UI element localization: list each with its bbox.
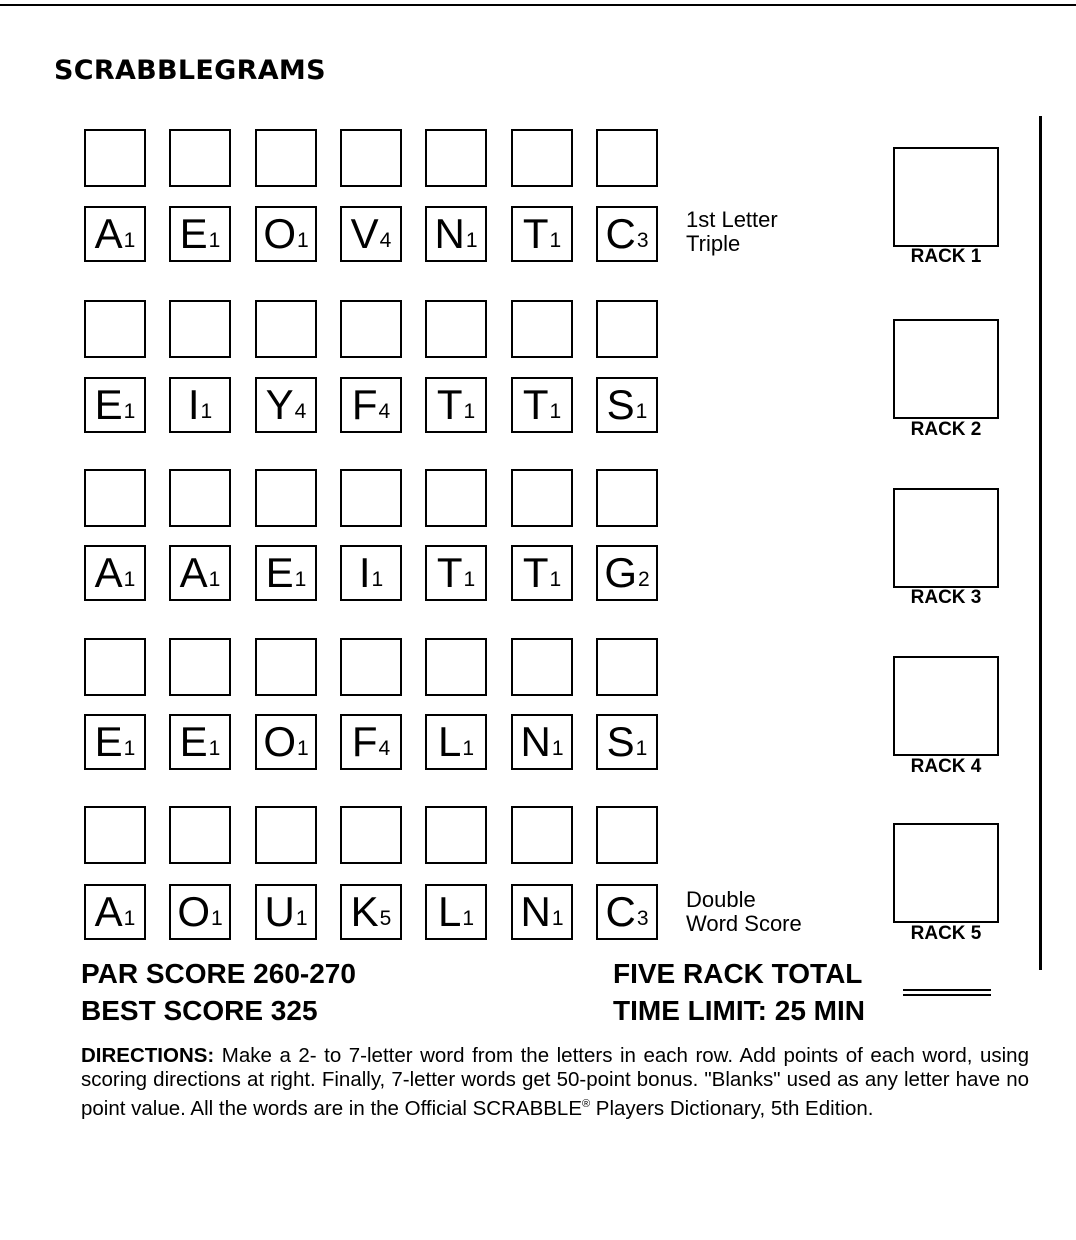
answer-box[interactable] xyxy=(84,638,146,696)
letter-tile xyxy=(425,377,487,433)
letter-tile xyxy=(596,884,658,940)
tile-points: 5 xyxy=(379,907,392,930)
tile-letter: F xyxy=(351,718,378,765)
tile-points: 4 xyxy=(378,737,391,760)
letter-tile xyxy=(340,206,402,262)
answer-box[interactable] xyxy=(255,129,317,187)
tile-points: 1 xyxy=(296,229,309,252)
directions-text-end: Players Dictionary, 5th Edition. xyxy=(590,1096,874,1120)
answer-box[interactable] xyxy=(596,806,658,864)
five-rack-total-line xyxy=(903,989,991,991)
letter-tile xyxy=(255,377,317,433)
answer-box[interactable] xyxy=(255,638,317,696)
letter-tile xyxy=(596,545,658,601)
tile-points: 2 xyxy=(637,568,650,591)
answer-box[interactable] xyxy=(169,638,231,696)
bonus-note-line: Triple xyxy=(686,231,741,256)
directions xyxy=(81,1044,1029,1121)
par-score: PAR SCORE 260-270 xyxy=(81,958,356,989)
tile-points: 1 xyxy=(123,229,136,252)
rack-label: RACK 5 xyxy=(910,923,982,944)
tile-letter: A xyxy=(94,210,123,257)
tile-letter: S xyxy=(606,718,635,765)
answer-box[interactable] xyxy=(425,469,487,527)
letter-tile xyxy=(511,884,573,940)
letter-tile xyxy=(84,714,146,770)
letter-tile xyxy=(340,545,402,601)
letter-tile xyxy=(511,377,573,433)
five-rack-total-label: FIVE RACK TOTAL xyxy=(613,958,863,989)
answer-box[interactable] xyxy=(340,469,402,527)
tile-points: 1 xyxy=(465,229,478,252)
letter-tile xyxy=(255,206,317,262)
answer-box[interactable] xyxy=(511,469,573,527)
answer-box[interactable] xyxy=(255,469,317,527)
tile-points: 1 xyxy=(635,737,648,760)
letter-tile xyxy=(596,377,658,433)
tile-letter: A xyxy=(94,888,123,935)
tile-letter: U xyxy=(264,888,295,935)
tile-letter: I xyxy=(358,549,371,596)
tile-points: 1 xyxy=(462,737,475,760)
tile-letter: G xyxy=(604,549,637,596)
answer-box[interactable] xyxy=(340,806,402,864)
tile-letter: T xyxy=(522,381,549,428)
answer-box[interactable] xyxy=(169,129,231,187)
letter-tile xyxy=(169,714,231,770)
tile-points: 1 xyxy=(371,568,384,591)
tile-points: 1 xyxy=(123,737,136,760)
tile-letter: T xyxy=(436,549,463,596)
tile-letter: O xyxy=(263,210,296,257)
letter-tile xyxy=(84,377,146,433)
rack-score-box[interactable] xyxy=(893,823,999,923)
tile-letter: T xyxy=(436,381,463,428)
letter-tile xyxy=(596,714,658,770)
tile-letter: C xyxy=(605,210,636,257)
rack-score-box[interactable] xyxy=(893,319,999,419)
letter-tile xyxy=(255,884,317,940)
tile-points: 1 xyxy=(296,737,309,760)
answer-box[interactable] xyxy=(84,129,146,187)
letter-tile xyxy=(255,714,317,770)
tile-letter: E xyxy=(94,718,123,765)
tile-letter: N xyxy=(520,888,551,935)
tile-points: 1 xyxy=(123,568,136,591)
tile-letter: S xyxy=(606,381,635,428)
tile-letter: C xyxy=(605,888,636,935)
tile-letter: O xyxy=(177,888,210,935)
tile-letter: E xyxy=(179,210,208,257)
letter-tile xyxy=(255,545,317,601)
directions-text: Make a 2- to 7-letter word from the letters in each row. Add points of each word, using scoring directions at right. Finally, 7-letter words get 50-point bonus. "Blanks" used as any letter have no point value. All the words are in the Official SCRABBLE xyxy=(81,1044,1029,1120)
tile-points: 1 xyxy=(551,907,564,930)
tile-letter: V xyxy=(350,210,379,257)
tile-letter: T xyxy=(522,210,549,257)
tile-letter: N xyxy=(434,210,465,257)
tile-points: 1 xyxy=(200,400,213,423)
answer-box[interactable] xyxy=(596,638,658,696)
answer-box[interactable] xyxy=(84,300,146,358)
letter-tile xyxy=(84,884,146,940)
tile-points: 1 xyxy=(549,400,562,423)
answer-box[interactable] xyxy=(511,300,573,358)
tile-points: 1 xyxy=(295,907,308,930)
puzzle-title: SCRABBLEGRAMS xyxy=(54,55,326,86)
answer-box[interactable] xyxy=(169,469,231,527)
right-divider xyxy=(1039,116,1042,970)
answer-box[interactable] xyxy=(340,638,402,696)
rack-label: RACK 3 xyxy=(910,587,982,608)
answer-box[interactable] xyxy=(511,129,573,187)
answer-box[interactable] xyxy=(596,300,658,358)
answer-box[interactable] xyxy=(255,300,317,358)
tile-points: 1 xyxy=(294,568,307,591)
tile-points: 1 xyxy=(462,907,475,930)
rack-label: RACK 1 xyxy=(910,246,982,267)
letter-tile xyxy=(340,714,402,770)
bonus-note xyxy=(686,888,802,936)
tile-points: 1 xyxy=(208,568,221,591)
tile-points: 1 xyxy=(463,400,476,423)
answer-box[interactable] xyxy=(255,806,317,864)
five-rack-total-line-2 xyxy=(903,994,991,996)
tile-points: 1 xyxy=(549,568,562,591)
answer-box[interactable] xyxy=(425,129,487,187)
letter-tile xyxy=(425,884,487,940)
letter-tile xyxy=(425,545,487,601)
tile-points: 1 xyxy=(208,737,221,760)
rack-score-box[interactable] xyxy=(893,488,999,588)
answer-box[interactable] xyxy=(425,300,487,358)
tile-letter: L xyxy=(437,718,462,765)
tile-points: 1 xyxy=(210,907,223,930)
answer-box[interactable] xyxy=(425,806,487,864)
tile-points: 1 xyxy=(208,229,221,252)
answer-box[interactable] xyxy=(340,300,402,358)
letter-tile xyxy=(169,545,231,601)
tile-letter: E xyxy=(265,549,294,596)
tile-letter: E xyxy=(179,718,208,765)
letter-tile xyxy=(340,377,402,433)
tile-points: 1 xyxy=(549,229,562,252)
answer-box[interactable] xyxy=(84,806,146,864)
answer-box[interactable] xyxy=(340,129,402,187)
answer-box[interactable] xyxy=(425,638,487,696)
letter-tile xyxy=(425,206,487,262)
letter-tile xyxy=(425,714,487,770)
answer-box[interactable] xyxy=(511,638,573,696)
tile-points: 1 xyxy=(123,907,136,930)
answer-box[interactable] xyxy=(84,469,146,527)
tile-letter: T xyxy=(522,549,549,596)
answer-box[interactable] xyxy=(596,469,658,527)
rack-score-box[interactable] xyxy=(893,147,999,247)
letter-tile xyxy=(511,545,573,601)
letter-tile xyxy=(511,714,573,770)
tile-points: 1 xyxy=(463,568,476,591)
tile-letter: F xyxy=(351,381,378,428)
tile-points: 1 xyxy=(635,400,648,423)
tile-points: 4 xyxy=(379,229,392,252)
tile-letter: L xyxy=(437,888,462,935)
tile-points: 4 xyxy=(294,400,307,423)
top-rule xyxy=(0,4,1076,6)
tile-letter: A xyxy=(179,549,208,596)
tile-points: 1 xyxy=(123,400,136,423)
letter-tile xyxy=(84,206,146,262)
tile-points: 1 xyxy=(551,737,564,760)
letter-tile xyxy=(169,884,231,940)
bonus-note-line: Word Score xyxy=(686,911,802,936)
tile-points: 3 xyxy=(636,229,649,252)
best-score: BEST SCORE 325 xyxy=(81,995,318,1026)
letter-tile xyxy=(596,206,658,262)
answer-box[interactable] xyxy=(596,129,658,187)
letter-tile xyxy=(340,884,402,940)
letter-tile xyxy=(169,206,231,262)
tile-points: 3 xyxy=(636,907,649,930)
rack-label: RACK 4 xyxy=(910,756,982,777)
bonus-note-line: 1st Letter xyxy=(686,207,778,232)
tile-points: 4 xyxy=(378,400,391,423)
tile-letter: E xyxy=(94,381,123,428)
answer-box[interactable] xyxy=(511,806,573,864)
tile-letter: Y xyxy=(265,381,294,428)
directions-label: DIRECTIONS: xyxy=(81,1044,215,1067)
rack-score-box[interactable] xyxy=(893,656,999,756)
bonus-note xyxy=(686,208,778,256)
letter-tile xyxy=(169,377,231,433)
tile-letter: N xyxy=(520,718,551,765)
tile-letter: I xyxy=(187,381,200,428)
tile-letter: A xyxy=(94,549,123,596)
rack-label: RACK 2 xyxy=(910,419,982,440)
letter-tile xyxy=(511,206,573,262)
tile-letter: K xyxy=(350,888,379,935)
answer-box[interactable] xyxy=(169,300,231,358)
letter-tile xyxy=(84,545,146,601)
time-limit: TIME LIMIT: 25 MIN xyxy=(613,995,865,1026)
bonus-note-line: Double xyxy=(686,887,756,912)
answer-box[interactable] xyxy=(169,806,231,864)
registered-mark: ® xyxy=(582,1098,591,1110)
tile-letter: O xyxy=(263,718,296,765)
